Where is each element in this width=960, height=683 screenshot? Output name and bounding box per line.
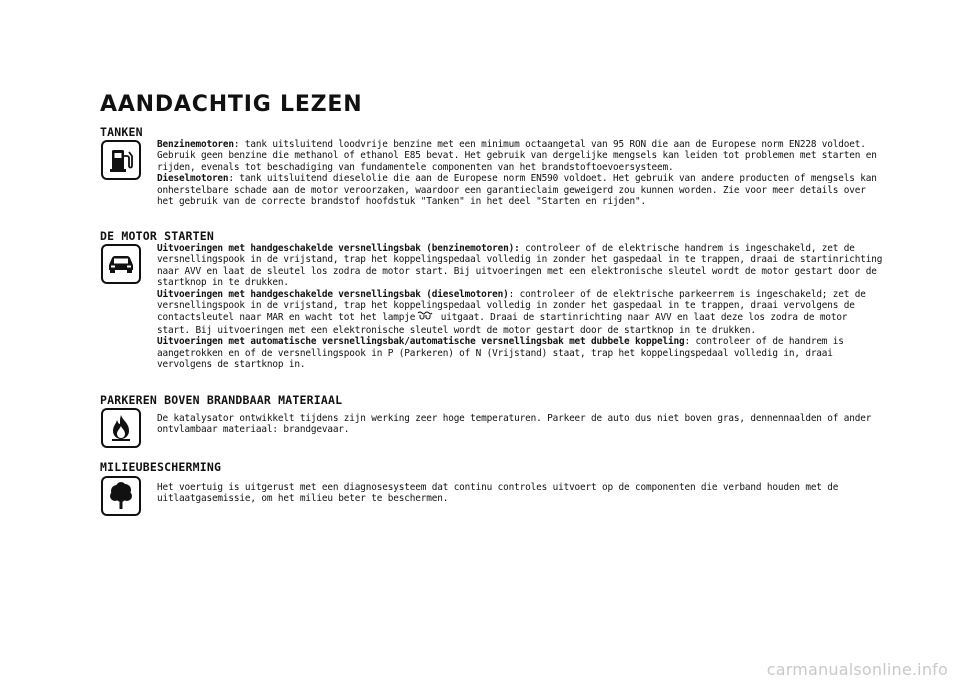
fire-icon xyxy=(101,408,141,448)
watermark: carmanualsonline.info xyxy=(766,660,948,679)
paragraph-catalyst xyxy=(157,413,885,436)
paragraph-manual-diesel xyxy=(157,289,885,337)
section-heading-parkeren: PARKEREN BOVEN BRANDBAAR MATERIAAL xyxy=(100,393,343,407)
label-diesel: Dieselmotoren xyxy=(157,173,229,185)
text-automatic: : controleer of de handrem is aangetrokken en of de versnellingspook in P (Parkeren) of N (Vrijstand) staat, trap het koppelingspedaal volledig in, draai vervolgens de startknop in. xyxy=(157,336,844,371)
section-heading-tanken: TANKEN xyxy=(100,125,143,139)
text-petrol: : tank uitsluitend loodvrije benzine met een minimum octaangetal van 95 RON die aan de Europese norm EN228 voldoet. Gebruik geen benzine die methanol of ethanol E85 bevat. Het gebruik van dergelijke mengsels kan leiden tot problemen met starten en rijden, evenals tot beschadiging van fundamentele componenten van het brandstoftoevoersysteem. xyxy=(157,139,877,173)
text-catalyst: De katalysator ontwikkelt tijdens zijn werking zeer hoge temperaturen. Parkeer de auto dus niet boven gras, dennennaalden of ander ontvlambaar materiaal: brandgevaar. xyxy=(157,413,872,436)
section-heading-milieu: MILIEUBESCHERMING xyxy=(100,460,222,474)
text-manual-petrol: controleer of de elektrische handrem is ingeschakeld, zet de versnellingspook in de vrijstand, trap het koppelingspedaal volledig in zonder het gaspedaal in te trappen, draai de startinrichting naar AVV en laat de sleutel los zodra de motor start. Bij uitvoeringen met een elektronische sleutel wordt de motor gestart door de startknop in te drukken. xyxy=(157,243,883,289)
text-manual-diesel-after: uitgaat. Draai de startinrichting naar AVV en laat deze los zodra de motor start. Bij uitvoeringen met een elektronische sleutel wordt de motor gestart door de startknop in te drukken. xyxy=(157,312,848,336)
paragraph-diagnostics xyxy=(157,482,885,505)
text-manual-diesel: : controleer of de elektrische parkeerrem is ingeschakeld; zet de versnellingspook in de vrijstand, trap het koppelingspedaal volledig in zonder het gaspedaal in te trappen, draai vervolgens de contactsleutel naar MAR en wacht tot het lampje xyxy=(157,288,866,324)
label-manual-petrol: Uitvoeringen met handgeschakelde versnellingsbak (benzinemotoren): xyxy=(157,243,520,254)
label-manual-diesel: Uitvoeringen met handgeschakelde versnellingsbak (dieselmotoren) xyxy=(157,288,509,300)
tree-icon xyxy=(101,476,141,516)
section-body-parkeren xyxy=(157,413,885,436)
section-body-milieu xyxy=(157,482,885,505)
paragraph-manual-petrol xyxy=(157,243,885,289)
glow-plug-icon xyxy=(417,311,433,324)
paragraph-diesel xyxy=(157,173,885,207)
paragraph-petrol xyxy=(157,139,885,173)
fuel-pump-icon xyxy=(101,140,141,180)
label-petrol: Benzinemotoren xyxy=(157,139,234,150)
page-title: AANDACHTIG LEZEN xyxy=(100,92,363,117)
label-automatic: Uitvoeringen met automatische versnellingsbak/automatische versnellingsbak met dubbele koppeling xyxy=(157,336,685,348)
car-icon xyxy=(101,244,141,284)
section-body-starten xyxy=(157,243,885,370)
paragraph-automatic xyxy=(157,336,885,370)
section-body-tanken xyxy=(157,139,885,207)
section-heading-starten: DE MOTOR STARTEN xyxy=(100,229,214,243)
text-diesel: : tank uitsluitend dieselolie die aan de Europese norm EN590 voldoet. Het gebruik van andere producten of mengsels kan onherstelbare schade aan de motor veroorzaken, waardoor een garantieclaim geweigerd zou kunnen worden. Zie voor meer details over het gebruik van de correcte brandstof hoofdstuk "Tanken" in het deel "Starten en rijden". xyxy=(157,173,877,208)
text-diagnostics: Het voertuig is uitgerust met een diagnosesysteem dat continu controles uitvoert op de componenten die verband houden met de uitlaatgasemissie, om het milieu beter te beschermen. xyxy=(157,482,839,505)
